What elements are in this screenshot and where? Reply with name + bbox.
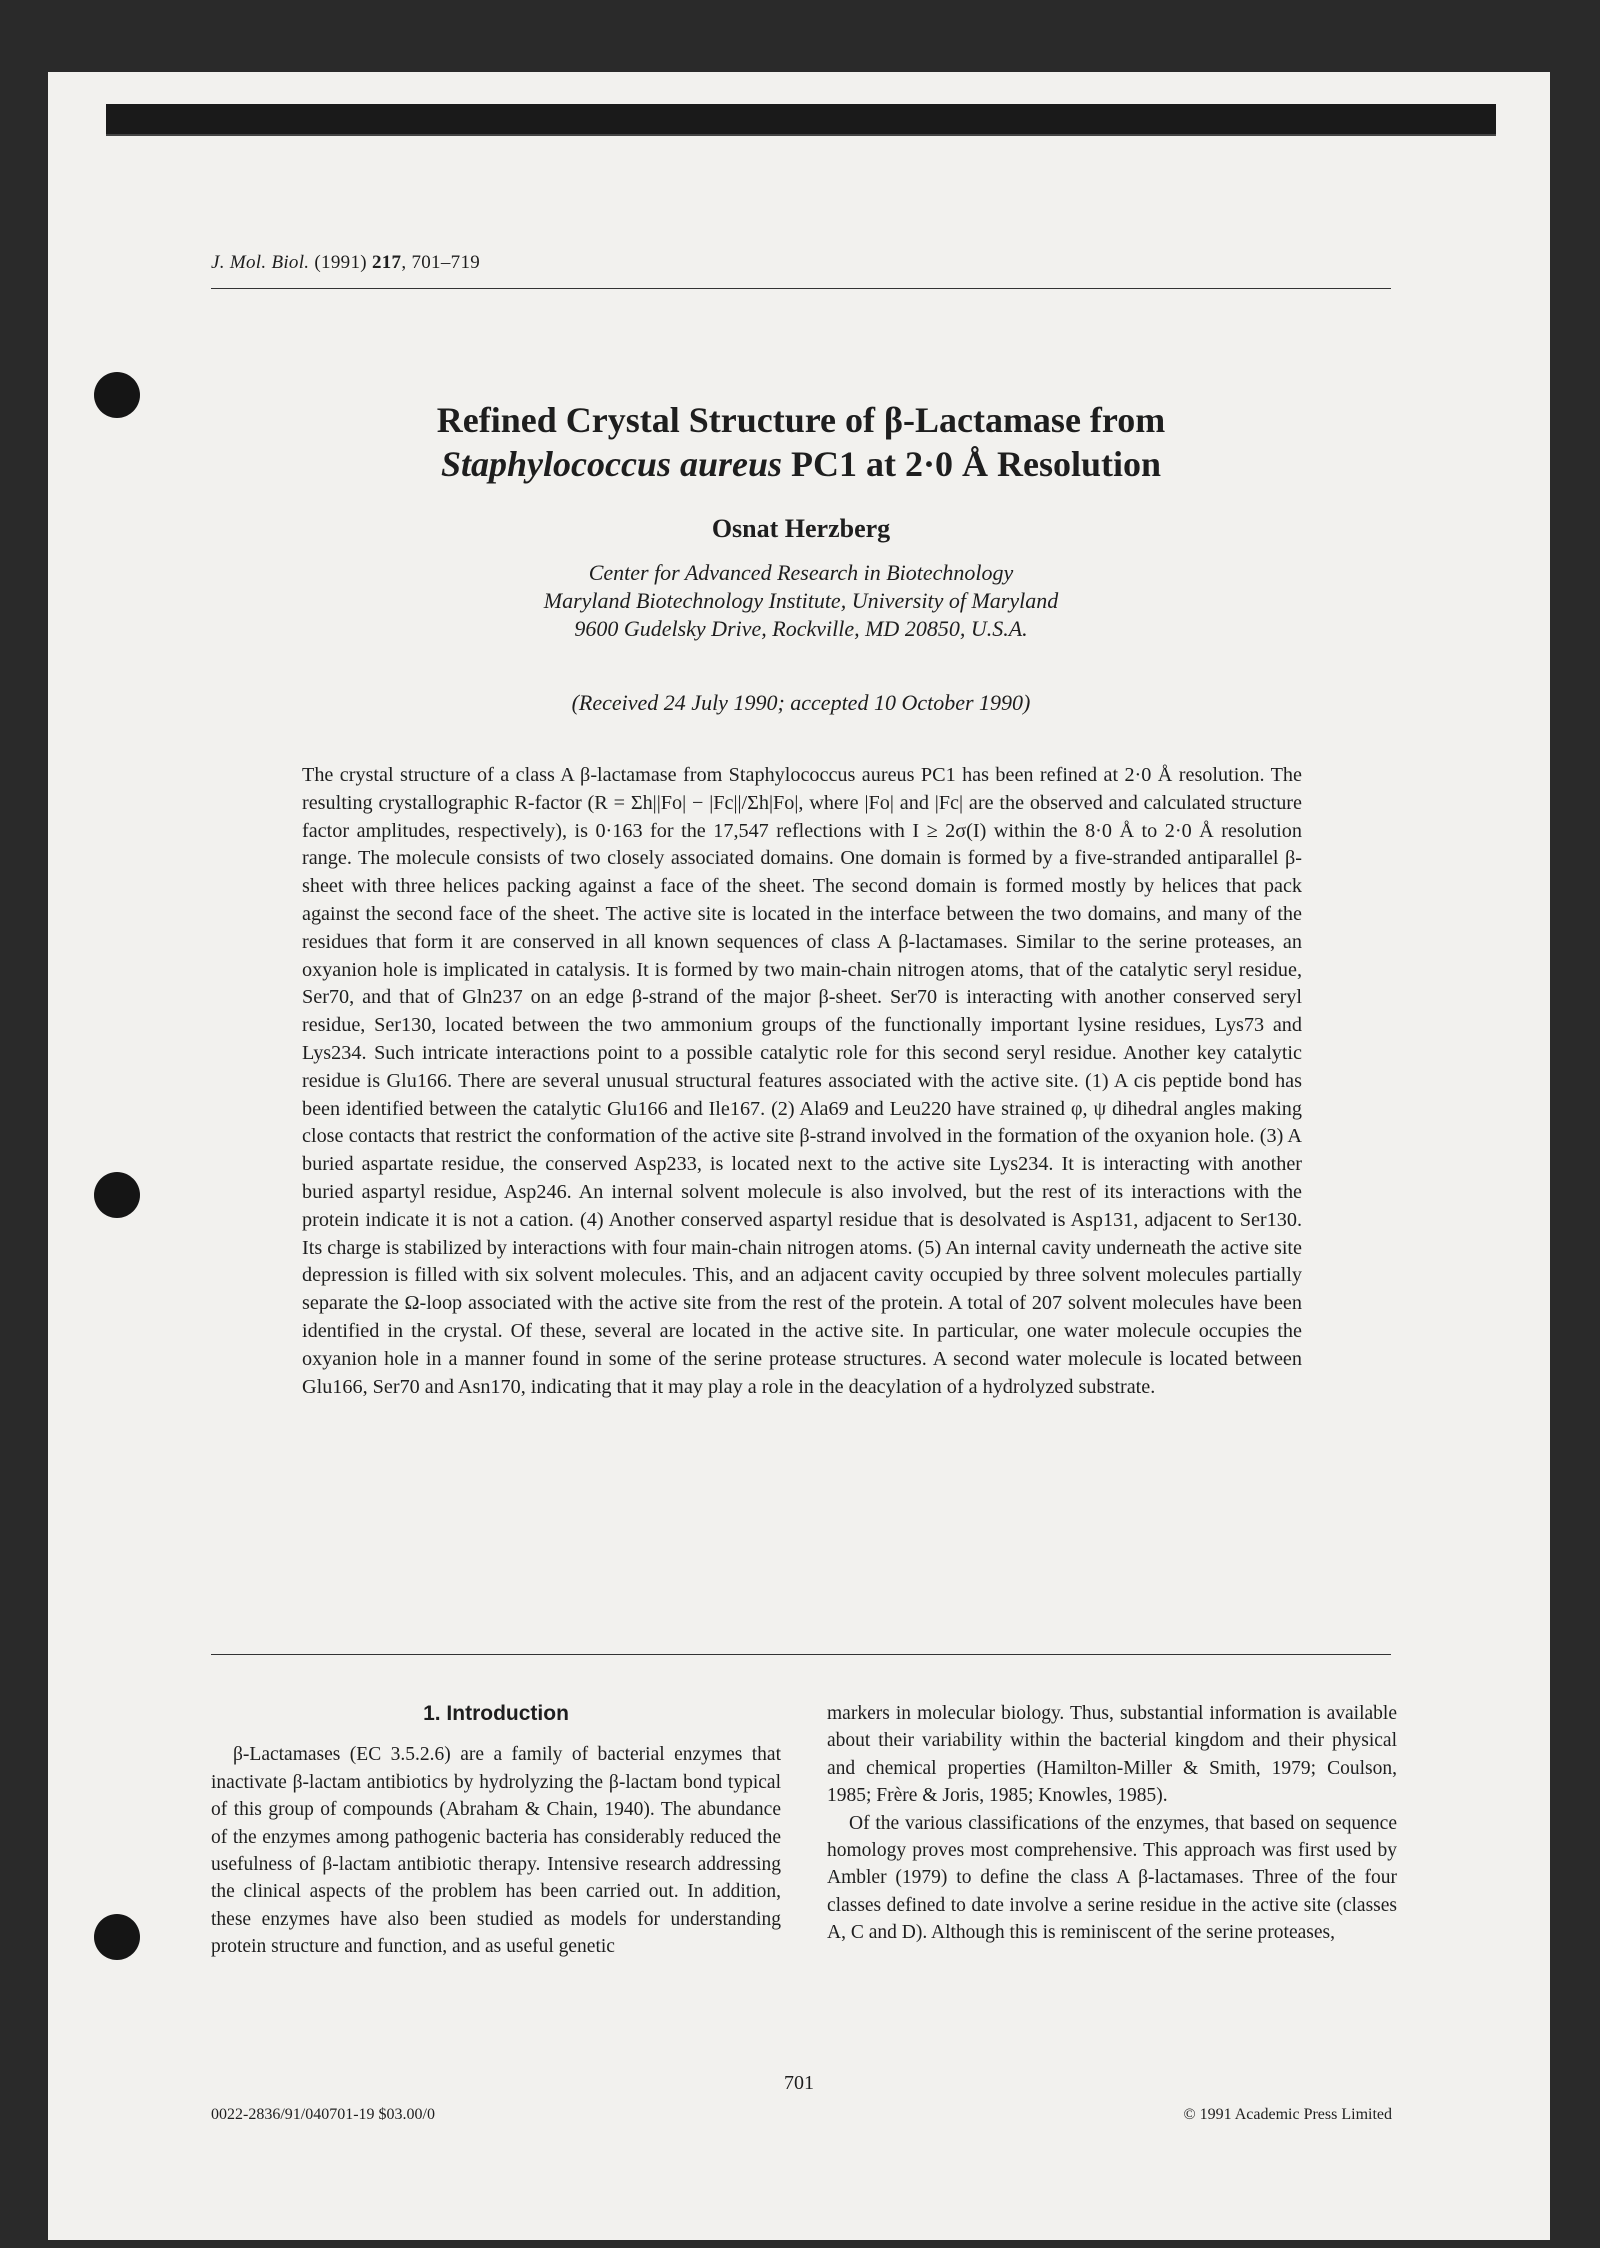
journal-pages: , 701–719 [401, 252, 481, 273]
affiliation-line: Center for Advanced Research in Biotechnology [588, 560, 1014, 585]
journal-citation [211, 252, 480, 274]
intro-paragraph: β-Lactamases (EC 3.5.2.6) are a family of bacterial enzymes that inactivate β-lactam antibiotics by hydrolyzing the β-lactam bond typical of this group of compounds (Abraham & Chain, 1940). The abundance of the enzymes among pathogenic bacteria has considerably reduced the usefulness of β-lactam antibiotic therapy. Intensive research addressing the clinical aspects of the problem has been carried out. In addition, these enzymes have also been studied as models for understanding protein structure and function, and as useful genetic [211, 1744, 781, 1958]
author-name: Osnat Herzberg [711, 514, 891, 543]
title-line-2 [211, 442, 1391, 486]
abstract: The crystal structure of a class A β-lactamase from Staphylococcus aureus PC1 has been refined at 2·0 Å resolution. The resulting crystallographic R-factor (R = Σh||Fo| − |Fc||/Σh|Fo|, where |Fo| and |Fc| are the observed and calculated structure factor amplitudes, respectively), is 0·163 for the 17,547 reflections with I ≥ 2σ(I) within the 8·0 Å to 2·0 Å resolution range. The molecule consists of two closely associated domains. One domain is formed by a five-stranded antiparallel β-sheet with three helices packing against a face of the sheet. The second domain is formed mostly by helices that pack against the second face of the sheet. The active site is located in the interface between the two domains, and many of the residues that form it are conserved in all known sequences of class A β-lactamases. Similar to the serine proteases, an oxyanion hole is implicated in catalysis. It is formed by two main-chain nitrogen atoms, that of the catalytic seryl residue, Ser70, and that of Gln237 on an edge β-strand of the major β-sheet. Ser70 is interacting with another conserved seryl residue, Ser130, located between the two ammonium groups of the functionally important lysine residues, Lys73 and Lys234. Such intricate interactions point to a possible catalytic role for this second seryl residue. Another key catalytic residue is Glu166. There are several unusual structural features associated with the active site. (1) A cis peptide bond has been identified between the catalytic Glu166 and Ile167. (2) Ala69 and Leu220 have strained φ, ψ dihedral angles making close contacts that restrict the conformation of the active site β-strand involved in the formation of the oxyanion hole. (3) A buried aspartate residue, the conserved Asp233, is located next to the active site Lys234. It is interacting with another buried aspartyl residue, Asp246. An internal solvent molecule is also involved, but the rest of its interactions with the protein indicate it is not a cation. (4) Another conserved aspartyl residue that is desolvated is Asp131, adjacent to Ser130. Its charge is stabilized by interactions with four main-chain nitrogen atoms. (5) An internal cavity underneath the active site depression is filled with six solvent molecules. This, and an adjacent cavity occupied by three solvent molecules partially separate the Ω-loop associated with the active site from the rest of the protein. A total of 207 solvent molecules have been identified in the crystal. Of these, several are located in the active site. In particular, one water molecule occupies the oxyanion hole in a manner found in some of the serine protease structures. A second water molecule is located between Glu166, Ser70 and Asn170, indicating that it may play a role in the deacylation of a hydrolyzed substrate. [302, 764, 1302, 1398]
received-dates: (Received 24 July 1990; accepted 10 October 1990) [571, 690, 1031, 715]
abstract-rule [211, 1654, 1391, 1655]
paper-page [48, 72, 1550, 2240]
journal-volume: 217 [371, 252, 402, 273]
paper-title [211, 398, 1391, 486]
title-line-1: Refined Crystal Structure of β-Lactamase from [436, 400, 1166, 440]
intro-paragraph: markers in molecular biology. Thus, substantial information is available about their variability within the bacterial kingdom and their physical and chemical properties (Hamilton-Miller & Smith, 1979; Coulson, 1985; Frère & Joris, 1985; Knowles, 1985). [827, 1703, 1397, 1807]
title-species: Staphylococcus aureus [440, 444, 783, 484]
binder-hole [94, 1914, 140, 1960]
page-number: 701 [784, 2072, 814, 2094]
affiliation-line: Maryland Biotechnology Institute, University of Maryland [543, 588, 1059, 613]
scan-top-bar [106, 104, 1496, 136]
footer-copyright: © 1991 Academic Press Limited [1183, 2106, 1392, 2123]
binder-hole [94, 1172, 140, 1218]
binder-hole [94, 372, 140, 418]
title-line-2-rest: PC1 at 2·0 Å Resolution [782, 444, 1162, 484]
intro-paragraph: Of the various classifications of the enzymes, that based on sequence homology proves most comprehensive. This approach was first used by Ambler (1979) to define the class A β-lactamases. Three of the four classes defined to date involve a serine residue in the active site (classes A, C and D). Although this is reminiscent of the serine proteases, [827, 1812, 1397, 1944]
left-column [211, 1700, 781, 1961]
affiliation-line: 9600 Gudelsky Drive, Rockville, MD 20850, U.S.A. [574, 616, 1028, 641]
right-column [827, 1700, 1397, 1947]
header-rule [211, 288, 1391, 289]
journal-name: J. Mol. Biol. [211, 252, 310, 273]
footer-issn: 0022-2836/91/040701-19 $03.00/0 [211, 2106, 435, 2123]
journal-year: (1991) [314, 252, 367, 273]
section-heading: 1. Introduction [423, 1702, 569, 1725]
affiliation [211, 559, 1391, 643]
